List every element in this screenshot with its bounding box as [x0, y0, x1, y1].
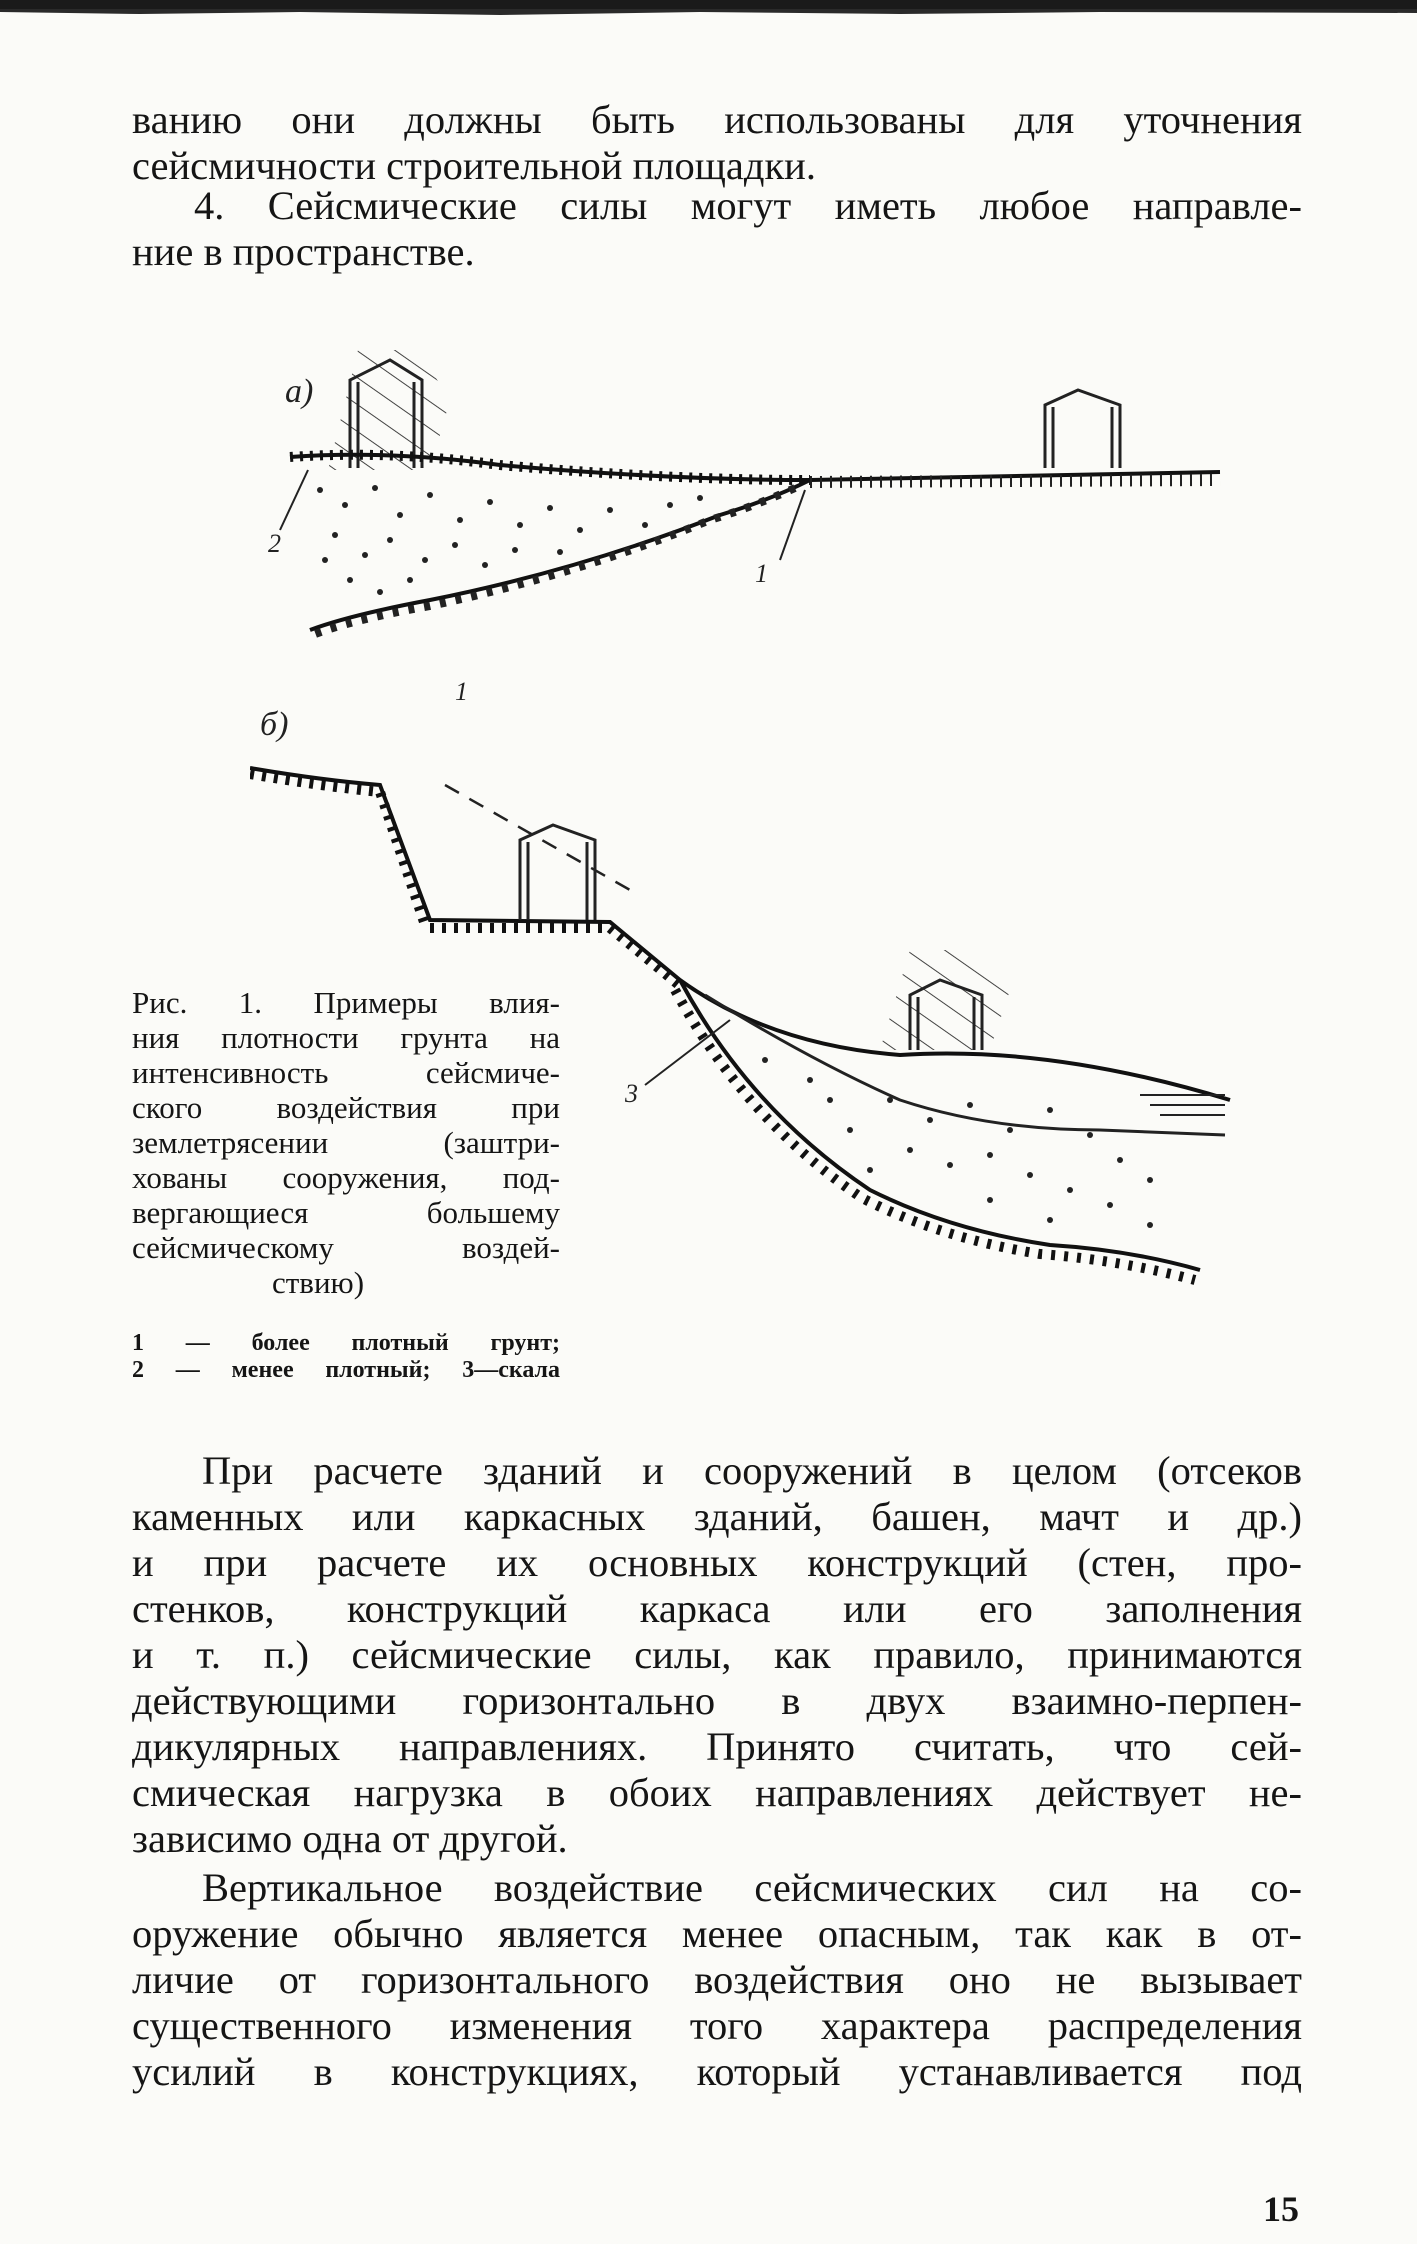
caption-line: землетрясении (заштри-: [132, 1125, 560, 1160]
diagram-a-label: а): [285, 373, 314, 410]
text-line: дикулярных направлениях. Принято считать, что сей-: [132, 1724, 1302, 1769]
loose-soil-dots: [317, 485, 703, 595]
caption-line: хованы сооружения, под-: [132, 1160, 560, 1195]
text-line: смическая нагрузка в обоих направлениях действует не-: [132, 1770, 1302, 1815]
paragraph-continuation: [132, 97, 1302, 189]
text-line: стенков, конструкций каркаса или его заполнения: [132, 1586, 1302, 1631]
paragraph-3: [132, 1865, 1302, 2095]
dense-soil-surface-texture: [810, 480, 1220, 482]
leader-line: [280, 470, 308, 530]
water-surface: [1140, 1095, 1225, 1115]
building-icon: [520, 825, 595, 920]
rock-texture: [250, 774, 680, 986]
hatched-structure-zone: [328, 350, 450, 470]
text-line: зависимо одна от другой.: [132, 1816, 568, 1861]
list-item-4: [132, 183, 1302, 275]
text-line: действующими горизонтально в двух взаимно-перпен-: [132, 1678, 1302, 1723]
paragraph-2: [132, 1448, 1302, 1862]
caption-line: ния плотности грунта на: [132, 1020, 560, 1055]
caption-line: сейсмическому воздей-: [132, 1230, 560, 1265]
text-line: сейсмичности строительной площадки.: [132, 143, 816, 188]
caption-line: Рис. 1. Примеры влия-: [132, 985, 560, 1020]
hatched-structure-zone: [880, 950, 1010, 1050]
marker-3: 3: [625, 1079, 638, 1108]
text-line: усилий в конструкциях, который устанавливается под: [132, 2049, 1302, 2094]
caption-line: интенсивность сейсмиче-: [132, 1055, 560, 1090]
dense-soil-texture: [310, 488, 795, 636]
page-number: 15: [1263, 2189, 1299, 2229]
loose-soil-dots: [762, 1057, 1153, 1228]
text-line: оружение обычно является менее опасным, так как в от-: [132, 1911, 1302, 1956]
text-line: При расчете зданий и сооружений в целом (отсеков: [202, 1448, 1302, 1493]
legend-line: 1 — более плотный грунт;: [132, 1330, 560, 1356]
leader-line: [780, 490, 805, 560]
text-line: существенного изменения того характера распределения: [132, 2003, 1302, 2048]
top-border: [0, 0, 1417, 22]
leader-line: [645, 1020, 730, 1085]
figure-caption: [132, 985, 560, 1300]
building-icon: [1045, 390, 1120, 468]
text-line: и при расчете их основных конструкций (стен, про-: [132, 1540, 1302, 1585]
caption-line: ствию): [272, 1265, 365, 1300]
figure-legend: [132, 1330, 560, 1384]
caption-line: вергающиеся большему: [132, 1195, 560, 1230]
diagram-b-label: б): [260, 706, 289, 743]
marker-1-b: 1: [455, 677, 468, 706]
diagram-a: [268, 350, 1220, 636]
text-line: ние в пространстве.: [132, 229, 475, 274]
text-line: ванию они должны быть использованы для уточнения: [132, 97, 1302, 142]
legend-line: 2 — менее плотный; 3—скала: [132, 1357, 560, 1383]
text-line: Вертикальное воздействие сейсмических сил на со-: [202, 1865, 1302, 1910]
text-line: каменных или каркасных зданий, башен, мачт и др.): [132, 1494, 1302, 1539]
marker-1-a: 1: [755, 559, 768, 588]
marker-2: 2: [268, 529, 281, 558]
text-line: 4. Сейсмические силы могут иметь любое направле-: [194, 183, 1302, 228]
text-line: и т. п.) сейсмические силы, как правило, принимаются: [132, 1632, 1302, 1677]
original-slope-line: [445, 785, 630, 890]
text-line: личие от горизонтального воздействия оно не вызывает: [132, 1957, 1302, 2002]
caption-line: ского воздействия при: [132, 1090, 560, 1125]
